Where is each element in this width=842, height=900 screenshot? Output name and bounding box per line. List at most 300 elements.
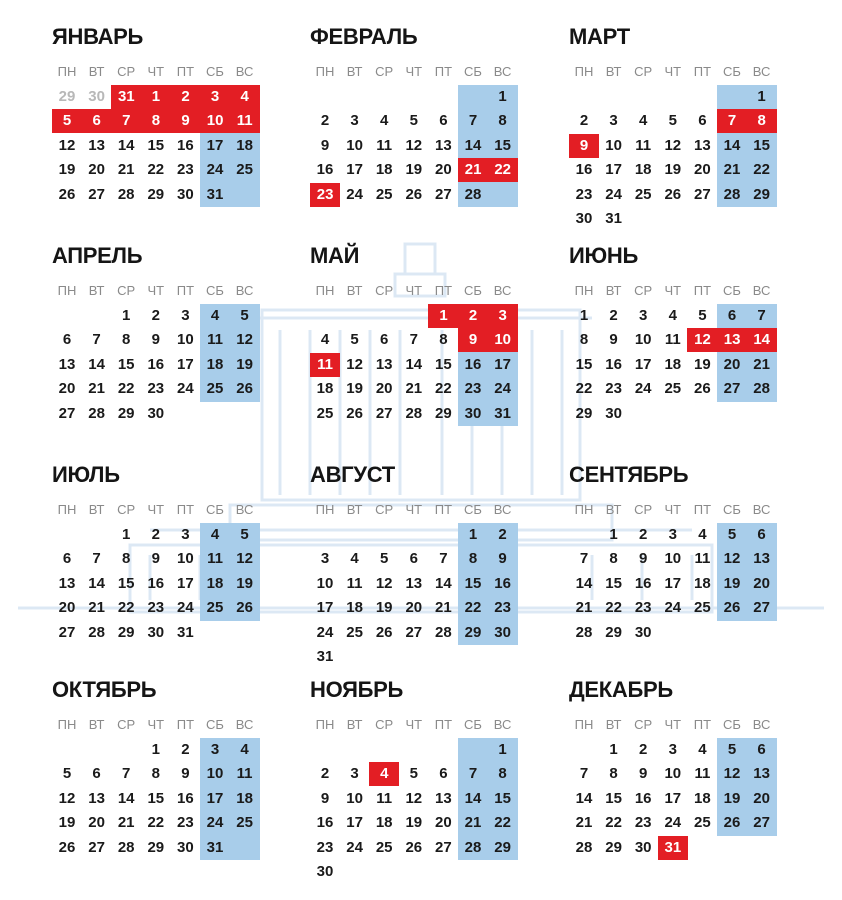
weekday-label: ВС [235, 64, 254, 79]
weekday-header [310, 282, 520, 300]
day-cell: 11 [376, 789, 393, 807]
day-cell: 29 [117, 404, 135, 422]
day-cell: 13 [88, 136, 105, 154]
weekend-day: 12 [236, 331, 253, 349]
day-cell: 16 [177, 136, 194, 154]
weekday-label: ЧТ [405, 283, 423, 298]
weekend-day: 26 [723, 599, 741, 617]
weekday-label: ВТ [88, 502, 105, 517]
day-cell: 21 [117, 161, 135, 179]
day-cell: 16 [316, 814, 334, 832]
weekday-label: ПН [57, 283, 77, 298]
month-title: ИЮЛЬ [52, 462, 120, 487]
weekend-day: 28 [723, 185, 741, 203]
weekday-label: СБ [723, 283, 741, 298]
weekday-header [569, 282, 779, 300]
holiday-day: 3 [200, 85, 230, 109]
day-cell: 7 [439, 550, 448, 568]
holiday-day: 9 [458, 328, 488, 352]
day-cell: 22 [147, 161, 165, 179]
month-title: МАРТ [569, 24, 630, 49]
weekday-label: ВС [752, 502, 771, 517]
weekend-day: 17 [206, 136, 224, 154]
day-cell: 30 [575, 210, 593, 227]
weekday-label: ВС [493, 502, 512, 517]
day-cell: 6 [409, 550, 418, 568]
weekday-label: ПТ [176, 283, 195, 298]
month-block [569, 219, 789, 434]
day-cell: 9 [181, 765, 190, 783]
day-cell: 4 [639, 112, 648, 130]
day-cell: 24 [664, 599, 682, 617]
weekday-label: ВТ [605, 64, 622, 79]
holiday-day: 4 [369, 762, 399, 786]
day-cell: 24 [605, 185, 622, 203]
day-cell: 9 [320, 136, 330, 154]
day-cell: 26 [694, 380, 711, 398]
day-cell: 29 [605, 623, 622, 641]
weekend-day: 23 [494, 599, 511, 617]
weekend-day: 20 [723, 355, 741, 373]
weekend-day: 20 [753, 789, 770, 807]
day-cell: 17 [664, 574, 682, 592]
day-cell: 17 [346, 161, 363, 179]
weekend-day: 24 [206, 814, 224, 832]
day-cell: 17 [316, 599, 334, 617]
day-cell: 2 [320, 112, 330, 130]
weekday-label: ВС [752, 717, 771, 732]
day-cell: 11 [376, 136, 393, 154]
weekday-label: ПН [574, 502, 594, 517]
weekend-day: 30 [494, 623, 511, 641]
day-cell: 23 [575, 185, 593, 203]
day-cell: 14 [575, 789, 593, 807]
day-cell: 19 [664, 161, 682, 179]
month-title: ДЕКАБРЬ [569, 677, 673, 702]
day-cell: 13 [375, 355, 393, 373]
month-title: АВГУСТ [310, 462, 395, 487]
weekend-day: 1 [757, 88, 766, 105]
weekday-label: СР [117, 283, 136, 298]
day-cell: 31 [316, 648, 334, 665]
holiday-day: 22 [488, 158, 518, 182]
day-cell: 6 [380, 331, 389, 349]
day-cell: 14 [88, 574, 105, 592]
weekday-label: ПН [315, 64, 335, 79]
weekend-day: 2 [498, 526, 507, 543]
weekday-label: ПТ [693, 283, 712, 298]
weekday-label: СБ [206, 717, 224, 732]
weekend-day: 15 [753, 136, 770, 154]
day-cell: 5 [698, 307, 707, 324]
day-cell: 22 [605, 814, 622, 832]
weekend-day: 15 [494, 136, 511, 154]
day-cell: 28 [405, 404, 423, 422]
weekday-header [310, 501, 520, 519]
day-cell: 15 [605, 574, 622, 592]
day-cell: 4 [350, 550, 359, 568]
day-cell: 27 [58, 404, 76, 422]
day-cell: 3 [320, 550, 330, 568]
weekend-day: 29 [494, 838, 511, 856]
weekend-day: 1 [498, 88, 507, 105]
month-title: АПРЕЛЬ [52, 243, 143, 268]
weekday-label: ВС [493, 64, 512, 79]
day-cell: 11 [346, 574, 363, 592]
day-cell: 1 [579, 307, 589, 324]
day-cell: 2 [151, 307, 160, 324]
day-cell: 5 [380, 550, 389, 568]
day-cell: 20 [88, 814, 105, 832]
day-cell: 15 [575, 355, 593, 373]
weekday-label: СР [117, 502, 136, 517]
month-title: ИЮНЬ [569, 243, 639, 268]
day-cell: 5 [409, 112, 418, 130]
day-cell: 2 [181, 741, 190, 758]
day-cell: 9 [609, 331, 618, 349]
weekend-day: 19 [723, 789, 741, 807]
weekend-day: 12 [236, 550, 253, 568]
weekend-day: 6 [757, 526, 766, 543]
day-cell: 14 [435, 574, 452, 592]
day-cell: 19 [405, 161, 423, 179]
weekday-header [310, 716, 520, 734]
day-cell: 6 [92, 765, 101, 783]
day-cell: 17 [346, 814, 363, 832]
weekday-header [569, 501, 779, 519]
weekend-day: 11 [236, 765, 253, 783]
holiday-day: 8 [747, 109, 777, 133]
weekday-header [52, 282, 262, 300]
weekend-day: 28 [464, 838, 482, 856]
day-cell: 16 [634, 574, 652, 592]
day-cell: 13 [405, 574, 423, 592]
day-cell: 24 [177, 599, 194, 617]
weekday-label: ЧТ [405, 717, 423, 732]
day-cell: 13 [58, 574, 76, 592]
day-cell: 7 [409, 331, 418, 349]
day-cell: 27 [435, 838, 452, 856]
weekend-day: 3 [210, 741, 220, 758]
day-cell: 5 [409, 765, 418, 783]
day-cell: 27 [58, 623, 76, 641]
day-cell: 27 [375, 404, 393, 422]
day-cell: 19 [405, 814, 423, 832]
weekend-day: 24 [206, 161, 224, 179]
month-block [310, 438, 530, 665]
weekend-day: 22 [494, 814, 511, 832]
weekend-day: 21 [464, 814, 482, 832]
day-cell: 14 [117, 136, 135, 154]
day-cell: 14 [117, 789, 135, 807]
day-cell: 7 [579, 550, 589, 568]
day-cell: 29 [147, 185, 165, 203]
day-cell: 15 [605, 789, 622, 807]
day-cell: 16 [316, 161, 334, 179]
holiday-day: 11 [230, 109, 260, 133]
day-cell: 28 [435, 623, 452, 641]
weekend-day: 16 [464, 355, 482, 373]
day-cell: 18 [694, 574, 711, 592]
weekend-day: 10 [206, 765, 224, 783]
day-cell: 23 [634, 599, 652, 617]
weekend-day: 8 [468, 550, 478, 568]
day-cell: 1 [609, 741, 618, 758]
weekend-day: 22 [464, 599, 482, 617]
day-cell: 5 [668, 112, 677, 130]
day-cell: 30 [316, 863, 334, 880]
weekday-label: ПН [315, 502, 335, 517]
day-cell: 1 [122, 526, 131, 543]
weekday-label: СБ [723, 64, 741, 79]
day-cell: 6 [62, 331, 72, 349]
weekend-day: 9 [498, 550, 507, 568]
weekend-day: 19 [236, 574, 253, 592]
day-cell: 24 [664, 814, 682, 832]
day-cell: 13 [694, 136, 711, 154]
day-cell: 1 [151, 741, 160, 758]
weekday-label: СБ [464, 283, 482, 298]
day-cell: 25 [694, 814, 711, 832]
day-cell: 27 [88, 838, 105, 856]
day-cell: 12 [405, 789, 423, 807]
weekday-label: ПТ [176, 717, 195, 732]
day-cell: 26 [405, 838, 423, 856]
day-cell: 10 [605, 136, 622, 154]
weekend-day: 4 [210, 307, 220, 324]
weekend-day: 31 [494, 404, 511, 422]
weekday-label: СР [117, 717, 136, 732]
weekday-label: ПН [574, 64, 594, 79]
holiday-day: 12 [687, 328, 717, 352]
day-cell: 2 [320, 765, 330, 783]
day-cell: 7 [92, 550, 101, 568]
weekend-day: 25 [206, 599, 224, 617]
day-cell: 6 [439, 112, 448, 130]
weekday-label: ВТ [346, 283, 363, 298]
weekday-label: ВТ [605, 283, 622, 298]
weekday-label: ВС [752, 283, 771, 298]
adjacent-month-day: 29 [58, 88, 76, 105]
day-cell: 3 [181, 307, 190, 324]
weekday-label: ПТ [434, 64, 453, 79]
day-cell: 22 [117, 380, 135, 398]
adjacent-month-day: 30 [88, 88, 105, 105]
weekday-label: СБ [723, 502, 741, 517]
month-title: МАЙ [310, 243, 360, 268]
day-cell: 20 [435, 814, 452, 832]
day-cell: 7 [579, 765, 589, 783]
weekend-day: 4 [210, 526, 220, 543]
holiday-day: 5 [52, 109, 82, 133]
holiday-day: 10 [488, 328, 518, 352]
month-block [52, 438, 272, 653]
weekday-label: СБ [206, 283, 224, 298]
day-cell: 7 [122, 765, 131, 783]
day-cell: 23 [147, 380, 165, 398]
day-cell: 28 [88, 404, 105, 422]
day-cell: 4 [698, 526, 707, 543]
weekend-day: 13 [753, 765, 770, 783]
day-cell: 13 [88, 789, 105, 807]
day-cell: 18 [346, 599, 363, 617]
day-cell: 27 [405, 623, 423, 641]
day-cell: 8 [439, 331, 448, 349]
day-cell: 12 [405, 136, 423, 154]
weekday-label: ПТ [693, 502, 712, 517]
weekday-label: ЧТ [664, 717, 682, 732]
day-cell: 7 [92, 331, 101, 349]
weekend-day: 19 [236, 355, 253, 373]
day-cell: 8 [122, 331, 131, 349]
weekend-day: 14 [464, 136, 482, 154]
day-cell: 18 [694, 789, 711, 807]
weekend-day: 28 [464, 185, 482, 203]
day-cell: 14 [405, 355, 423, 373]
weekend-day: 25 [206, 380, 224, 398]
day-cell: 10 [664, 550, 682, 568]
day-cell: 6 [439, 765, 448, 783]
day-cell: 28 [117, 185, 135, 203]
weekend-day: 14 [464, 789, 482, 807]
day-cell: 25 [375, 838, 393, 856]
weekday-label: СР [375, 64, 394, 79]
weekday-label: ЧТ [147, 717, 165, 732]
day-cell: 23 [316, 838, 334, 856]
weekend-day: 23 [464, 380, 482, 398]
weekday-label: ПТ [176, 64, 195, 79]
weekday-label: ВТ [88, 283, 105, 298]
weekend-day: 5 [727, 741, 737, 758]
weekend-day: 25 [236, 814, 253, 832]
month-block [52, 653, 272, 868]
weekend-day: 18 [206, 355, 224, 373]
weekend-day: 30 [464, 404, 482, 422]
weekday-label: ЧТ [147, 283, 165, 298]
weekend-day: 26 [236, 380, 253, 398]
day-cell: 24 [177, 380, 194, 398]
weekday-label: ПН [315, 717, 335, 732]
weekend-day: 27 [753, 599, 770, 617]
day-cell: 25 [316, 404, 334, 422]
day-cell: 21 [575, 599, 593, 617]
weekend-day: 11 [207, 331, 223, 349]
day-cell: 25 [634, 185, 652, 203]
day-cell: 3 [668, 741, 677, 758]
day-cell: 29 [435, 404, 452, 422]
weekday-header [52, 716, 262, 734]
weekday-label: ВТ [346, 502, 363, 517]
day-cell: 27 [88, 185, 105, 203]
day-cell: 6 [62, 550, 72, 568]
day-cell: 2 [639, 741, 648, 758]
day-cell: 8 [122, 550, 131, 568]
day-cell: 21 [405, 380, 423, 398]
weekday-label: ЧТ [664, 502, 682, 517]
weekend-day: 5 [240, 307, 249, 324]
day-cell: 26 [58, 838, 76, 856]
day-cell: 13 [435, 136, 452, 154]
day-cell: 11 [635, 136, 652, 154]
day-cell: 10 [664, 765, 682, 783]
holiday-day: 21 [458, 158, 488, 182]
holiday-day: 31 [658, 836, 688, 860]
day-cell: 16 [575, 161, 593, 179]
day-cell: 18 [375, 161, 393, 179]
weekday-label: ПН [574, 283, 594, 298]
day-cell: 12 [664, 136, 682, 154]
month-title: ЯНВАРЬ [52, 24, 144, 49]
day-cell: 21 [88, 380, 105, 398]
weekend-day: 6 [757, 741, 766, 758]
day-cell: 15 [147, 136, 165, 154]
month-block [52, 0, 272, 215]
day-cell: 4 [698, 741, 707, 758]
day-cell: 2 [579, 112, 589, 130]
weekday-label: СР [634, 502, 653, 517]
weekend-day: 31 [206, 185, 224, 203]
day-cell: 10 [177, 550, 194, 568]
month-block [52, 219, 272, 434]
day-cell: 25 [375, 185, 393, 203]
weekday-label: ВТ [346, 717, 363, 732]
day-cell: 3 [639, 307, 648, 324]
weekday-label: ВТ [605, 502, 622, 517]
day-cell: 10 [316, 574, 334, 592]
weekday-label: СР [375, 283, 394, 298]
weekday-label: СБ [723, 717, 741, 732]
day-cell: 2 [151, 526, 160, 543]
day-cell: 3 [668, 526, 677, 543]
weekend-day: 16 [494, 574, 511, 592]
day-cell: 23 [177, 161, 194, 179]
holiday-day: 1 [141, 85, 171, 109]
day-cell: 30 [177, 185, 194, 203]
weekend-day: 1 [468, 526, 478, 543]
day-cell: 17 [634, 355, 652, 373]
day-cell: 14 [575, 574, 593, 592]
day-cell: 18 [316, 380, 334, 398]
day-cell: 19 [694, 355, 711, 373]
day-cell: 18 [634, 161, 652, 179]
day-cell: 29 [605, 838, 622, 856]
day-cell: 1 [122, 307, 131, 324]
weekend-day: 1 [498, 741, 507, 758]
day-cell: 15 [117, 574, 135, 592]
weekday-label: ВТ [346, 64, 363, 79]
day-cell: 22 [147, 814, 165, 832]
weekday-label: ПН [574, 717, 594, 732]
day-cell: 30 [605, 404, 622, 422]
day-cell: 16 [147, 355, 165, 373]
day-cell: 8 [609, 765, 618, 783]
day-cell: 20 [88, 161, 105, 179]
weekend-day: 5 [240, 526, 249, 543]
weekday-label: ПТ [693, 717, 712, 732]
day-cell: 25 [694, 599, 711, 617]
day-cell: 21 [117, 814, 135, 832]
day-cell: 3 [350, 112, 359, 130]
day-cell: 23 [177, 814, 194, 832]
day-cell: 20 [375, 380, 393, 398]
day-cell: 23 [634, 814, 652, 832]
weekend-day: 24 [494, 380, 511, 398]
day-cell: 4 [668, 307, 677, 324]
day-cell: 12 [375, 574, 393, 592]
month-title: ОКТЯБРЬ [52, 677, 157, 702]
day-cell: 2 [609, 307, 618, 324]
weekday-label: ЧТ [147, 64, 165, 79]
